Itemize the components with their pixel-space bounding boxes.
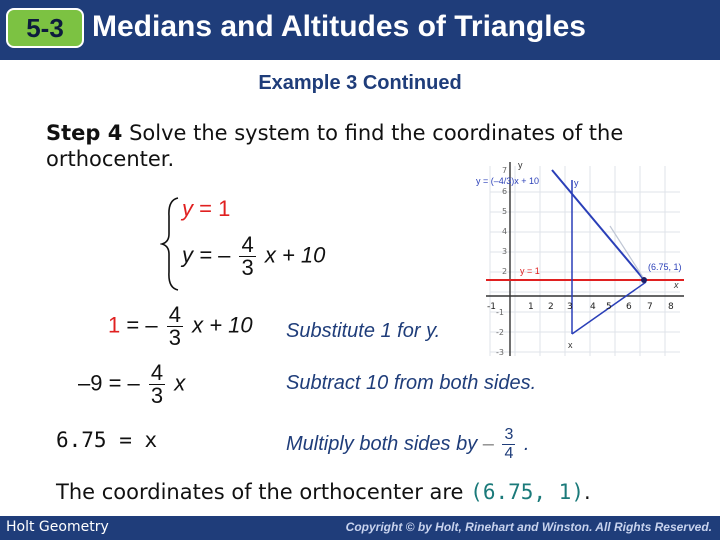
x-tick: 8 (668, 302, 674, 312)
graph-label-hline: y = 1 (520, 266, 540, 276)
y-tick: -3 (496, 348, 504, 357)
footer-copyright: Copyright © by Holt, Rinehart and Winston. All Rights Reserved. (345, 520, 712, 534)
conclusion-text: The coordinates of the orthocenter are (56, 480, 464, 504)
note-multiply-den: 4 (504, 445, 514, 462)
system-brace (160, 196, 182, 292)
system-eq2-tail: x + 10 (264, 242, 326, 268)
work-row2-num: 4 (150, 360, 164, 385)
work-row1-num: 4 (168, 302, 181, 327)
x-tick: 6 (626, 302, 632, 312)
note-multiply-end: . (523, 432, 530, 455)
work-row1-eq: = (126, 312, 140, 338)
work-row2-lhs: –9 = – (78, 370, 140, 396)
graph-label-vline: y (574, 178, 579, 188)
system-eq2-num: 4 (241, 232, 254, 257)
graph-grid (490, 166, 680, 356)
lesson-badge-label: 5-3 (26, 13, 64, 43)
x-tick: 2 (548, 302, 554, 312)
graph-label-point: (6.75, 1) (648, 262, 682, 272)
example-title: Example 3 Continued (258, 72, 462, 94)
graph-orthocenter-point (641, 277, 647, 283)
note-multiply: Multiply both sides by – $\frac{3}{4}$ . (286, 426, 530, 462)
y-tick: 5 (502, 207, 508, 216)
note-substitute: Substitute 1 for y. (286, 320, 441, 342)
y-tick: -1 (496, 308, 504, 317)
work-row3: 6.75 = x (56, 428, 158, 452)
page-title: Medians and Altitudes of Triangles (92, 10, 586, 43)
lesson-badge (6, 8, 84, 48)
y-tick: 7 (502, 166, 508, 175)
x-tick: -1 (487, 302, 496, 312)
graph-label-y-axis: y (518, 160, 523, 170)
work-row1-lhs: 1 (108, 312, 121, 338)
x-tick: 7 (647, 302, 653, 312)
step-label: Step 4 (46, 121, 123, 145)
graph-label-x-axis: x (674, 280, 679, 290)
system-eq1-rhs: = 1 (199, 196, 231, 221)
y-tick: 6 (502, 187, 508, 196)
x-tick: 5 (606, 302, 612, 312)
note-subtract: Subtract 10 from both sides. (286, 372, 537, 394)
x-tick: 3 (567, 302, 573, 312)
graph-y-tick-labels (496, 166, 507, 357)
x-tick: 4 (590, 302, 596, 312)
work-row2-fraction (149, 362, 165, 407)
work-row1-tail: x + 10 (192, 312, 253, 338)
system-eq2-fraction (239, 234, 255, 279)
orthocenter-graph (470, 156, 690, 360)
header-bar (0, 0, 720, 60)
work-row2-tail: x (174, 370, 186, 396)
y-tick: 3 (502, 247, 508, 256)
footer-publisher: Holt Geometry (6, 519, 109, 535)
y-tick: 4 (502, 227, 508, 236)
work-row1-fraction (167, 304, 183, 349)
note-multiply-num: 3 (504, 426, 514, 443)
conclusion-end: . (583, 480, 591, 504)
footer-bar (0, 516, 720, 540)
y-tick: -2 (496, 328, 504, 337)
system-eq2: y = – $\frac{4}{3}$ x + 10 (182, 232, 326, 280)
x-tick: 1 (528, 302, 534, 312)
y-tick: 2 (502, 267, 508, 276)
note-multiply-fraction (502, 426, 515, 463)
work-row1: 1 = – $\frac{4}{3}$ x + 10 (108, 302, 253, 350)
system-eq2-lhs: y = (182, 242, 212, 268)
step-description: Solve the system to find the coordinates of the orthocenter. (46, 121, 624, 171)
note-multiply-text: Multiply both sides by (286, 432, 478, 455)
system-eq2-den: 3 (241, 255, 254, 280)
work-row1-den: 3 (168, 325, 181, 350)
work-row2-den: 3 (150, 383, 164, 408)
conclusion-value: (6.75, 1) (470, 480, 584, 504)
graph-line-slope (552, 170, 646, 282)
graph-label-x-line: x (568, 340, 573, 350)
graph-label-line1: y = (–4/3)x + 10 (476, 176, 540, 186)
conclusion (56, 480, 591, 504)
system-eq1-lhs: y (182, 196, 193, 221)
work-row2 (78, 362, 185, 407)
system-eq1 (182, 196, 230, 222)
